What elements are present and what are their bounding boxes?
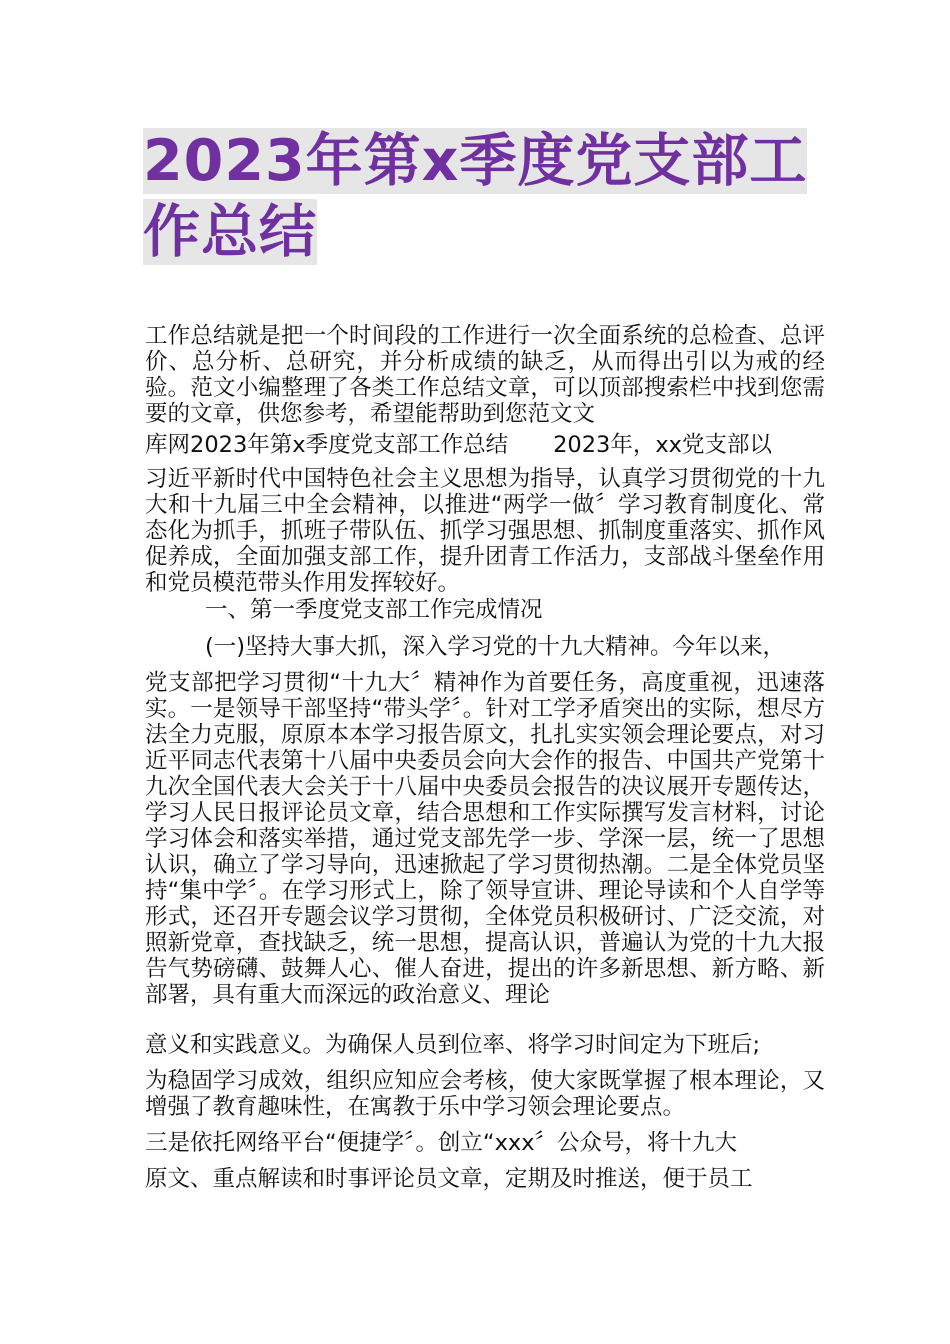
- subsection-heading-1: (一)坚持大事大抓，深入学习党的十九大精神。今年以来，: [205, 634, 786, 660]
- line-push-articles: 原文、重点解读和时事评论员文章，定期及时推送，便于员工: [145, 1166, 753, 1192]
- document-title: [143, 126, 823, 268]
- line-network-platform: 三是依托网络平台“便捷学〞。创立“xxx〞公众号，将十九大: [145, 1130, 738, 1156]
- intro-tail-line: 库网2023年第x季度党支部工作总结 2023年，xx党支部以: [145, 432, 772, 458]
- section-heading-1: 一、第一季度党支部工作完成情况: [205, 597, 543, 623]
- paragraph-study-spirit: 党支部把学习贯彻“十九大〞精神作为首要任务，高度重视，迅速落实。一是领导干部坚持“带头学〞。针对工学矛盾突出的实际，想尽方法全力克服，原原本本学习报告原文，扎扎实实领会理论要点，对习近平同志代表第十八届中央委员会向大会作的报告、中国共产党第十九次全国代表大会关于十八届中央委员会报告的决议展开专题传达，学习人民日报评论员文章，结合思想和工作实际撰写发言材料，讨论学习体会和落实举措，通过党支部先学一步、学深一层，统一了思想认识，确立了学习导向，迅速掀起了学习贯彻热潮。二是全体党员坚持“集中学〞。在学习形式上，除了领导宣讲、理论导读和个人自学等形式，还召开专题会议学习贯彻，全体党员积极研讨、广泛交流，对照新党章，查找缺乏，统一思想，提高认识，普遍认为党的十九大报告气势磅礴、鼓舞人心、催人奋进，提出的许多新思想、新方略、新部署，具有重大而深远的政治意义、理论: [145, 670, 825, 1008]
- paragraph-guiding-thought: 习近平新时代中国特色社会主义思想为指导，认真学习贯彻党的十九大和十九届三中全会精神，以推进“两学一做〞学习教育制度化、常态化为抓手，抓班子带队伍、抓学习强思想、抓制度重落实、抓作风促养成，全面加强支部工作，提升团青工作活力，支部战斗堡垒作用和党员模范带头作用发挥较好。: [145, 466, 825, 596]
- intro-paragraph: 工作总结就是把一个时间段的工作进行一次全面系统的总检查、总评价、总分析、总研究，并分析成绩的缺乏，从而得出引以为戒的经验。范文小编整理了各类工作总结文章，可以顶部搜索栏中找到您需要的文章，供您参考，希望能帮助到您范文文: [145, 323, 825, 427]
- paragraph-consolidate: 为稳固学习成效，组织应知应会考核，使大家既掌握了根本理论，又增强了教育趣味性，在寓教于乐中学习领会理论要点。: [145, 1068, 825, 1120]
- document-title-text: 2023年第x季度党支部工作总结: [143, 128, 808, 265]
- line-practice-significance: 意义和实践意义。为确保人员到位率、将学习时间定为下班后;: [145, 1032, 761, 1058]
